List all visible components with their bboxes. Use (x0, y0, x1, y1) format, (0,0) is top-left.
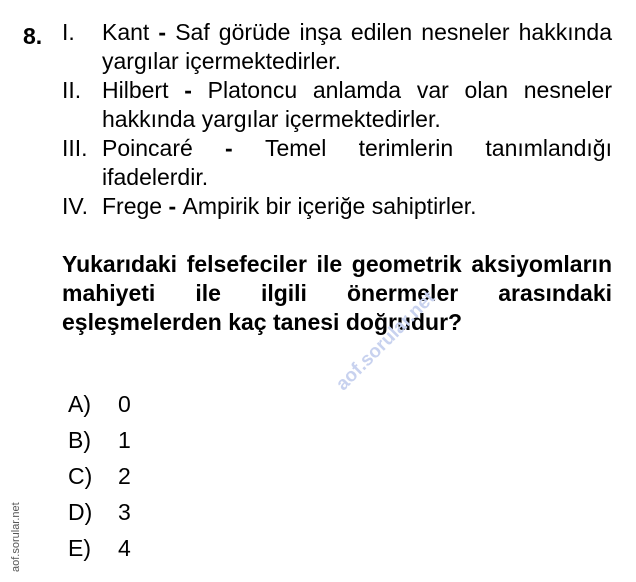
statement-text (102, 76, 612, 134)
statement-separator: - (192, 135, 265, 161)
option-letter: B) (68, 427, 91, 453)
statement-item (62, 134, 612, 192)
statement-text (102, 134, 612, 192)
statement-list (62, 18, 612, 221)
answer-option-a[interactable] (68, 386, 131, 422)
answer-option-b[interactable] (68, 422, 131, 458)
option-letter: D) (68, 499, 93, 525)
option-value: 2 (118, 463, 131, 489)
statement-claim: Saf görüde inşa edilen nesneler hakkında yargılar içermektedirler. (102, 19, 612, 74)
answer-option-c[interactable] (68, 458, 131, 494)
statement-numeral: II. (62, 77, 82, 103)
philosopher-name: Poincaré (102, 135, 193, 161)
watermark-side: aof.sorular.net (10, 502, 22, 572)
statement-item (62, 76, 612, 134)
statement-item (62, 18, 612, 76)
statement-separator: - (168, 77, 208, 103)
question-stem: Yukarıdaki felsefeciler ile geometrik aksiyomların mahiyeti ile ilgili önermeler arasındaki eşleşmelerden kaç tanesi doğrudur? (62, 251, 612, 335)
answer-options (68, 386, 131, 566)
statement-claim: Ampirik bir içeriğe sahiptirler. (182, 193, 477, 219)
option-value: 0 (118, 391, 131, 417)
statement-separator: - (149, 19, 176, 45)
option-letter: C) (68, 463, 93, 489)
statement-numeral: III. (62, 135, 88, 161)
option-value: 3 (118, 499, 131, 525)
answer-option-e[interactable] (68, 530, 131, 566)
statement-numeral: I. (62, 19, 75, 45)
answer-option-d[interactable] (68, 494, 131, 530)
philosopher-name: Frege (102, 193, 163, 219)
option-value: 1 (118, 427, 131, 453)
statement-text (102, 192, 612, 221)
question-number: 8. (23, 23, 43, 49)
option-letter: A) (68, 391, 91, 417)
statement-item (62, 192, 612, 221)
statement-claim: Temel terimlerin tanımlandığı ifadelerdir. (102, 135, 612, 190)
option-letter: E) (68, 535, 91, 561)
statement-claim: Platoncu anlamda var olan nesneler hakkında yargılar içermektedirler. (102, 77, 612, 132)
statement-numeral: IV. (62, 193, 89, 219)
statement-text (102, 18, 612, 76)
option-value: 4 (118, 535, 131, 561)
statement-separator: - (162, 193, 183, 219)
philosopher-name: Kant (102, 19, 150, 45)
philosopher-name: Hilbert (102, 77, 169, 103)
watermark-diagonal: aof.sorular.net (332, 287, 440, 395)
